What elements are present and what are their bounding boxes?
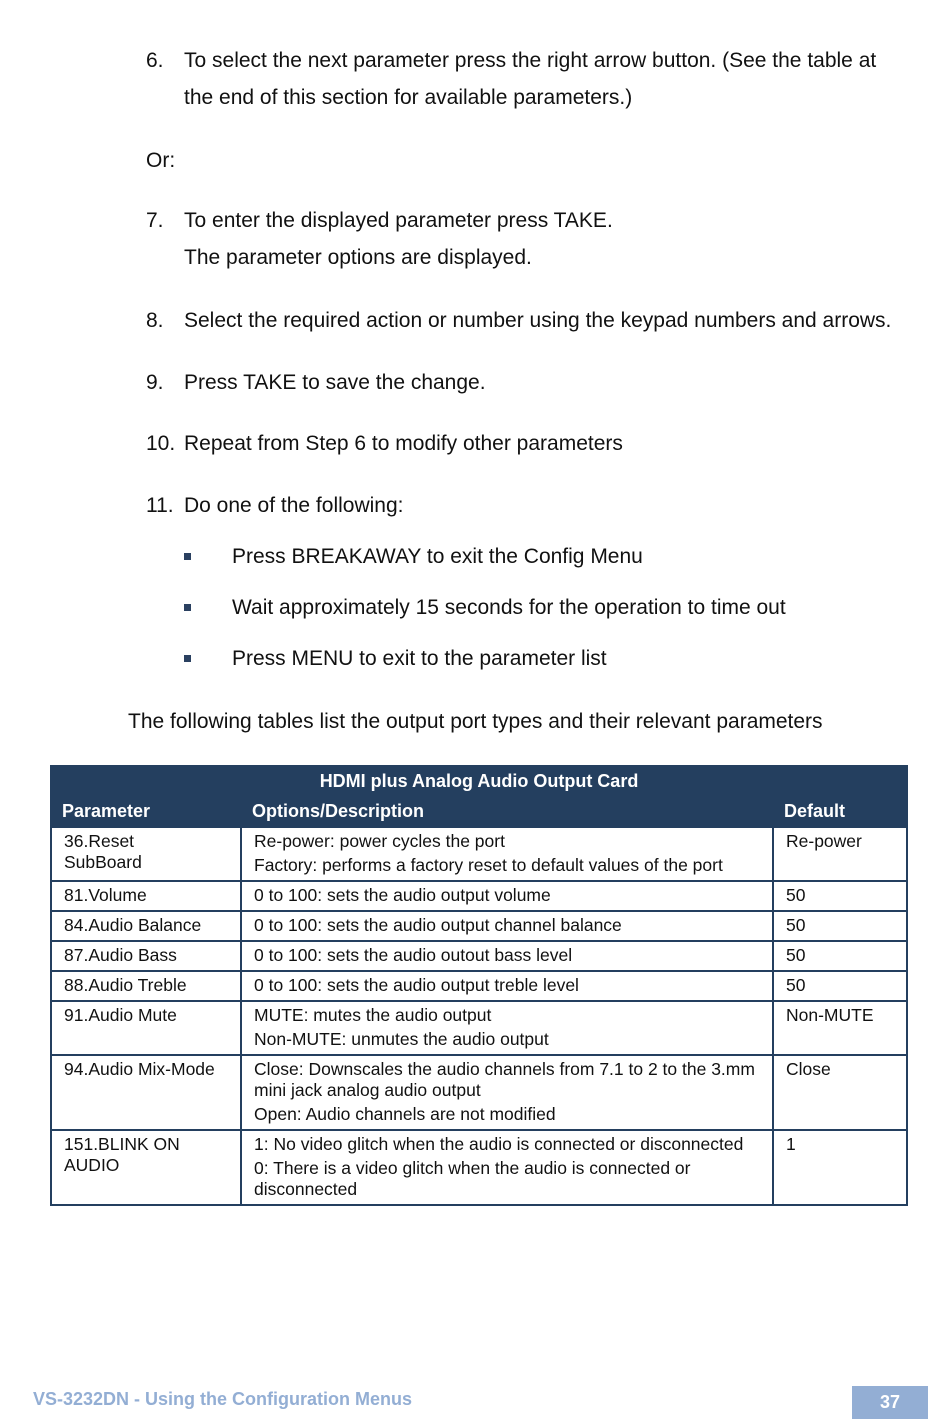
step-text: To select the next parameter press the right arrow button. (See the table at (184, 49, 877, 72)
default-cell: 1 (773, 1130, 907, 1205)
column-header-default: Default (773, 796, 907, 827)
step-text: Repeat from Step 6 to modify other parameters (184, 432, 623, 455)
table-row (51, 1001, 907, 1055)
table-title: HDMI plus Analog Audio Output Card (51, 766, 907, 796)
parameter-cell: 87.Audio Bass (51, 941, 241, 971)
square-bullet-icon (184, 655, 191, 662)
table-row (51, 1130, 907, 1205)
parameter-cell: 88.Audio Treble (51, 971, 241, 1001)
step-11 (146, 487, 926, 524)
step-number: 11. (146, 494, 174, 517)
step-6 (146, 42, 926, 116)
page-number: 37 (852, 1386, 928, 1419)
options-cell: 0 to 100: sets the audio output channel balance (241, 911, 773, 941)
step-10 (146, 425, 926, 462)
parameter-cell: 84.Audio Balance (51, 911, 241, 941)
default-cell: Close (773, 1055, 907, 1130)
table-row (51, 1055, 907, 1130)
default-cell: 50 (773, 911, 907, 941)
step-8 (146, 302, 926, 339)
parameter-cell: 36.Reset SubBoard (51, 827, 241, 881)
default-cell: 50 (773, 941, 907, 971)
column-header-parameter: Parameter (51, 796, 241, 827)
default-cell: Non-MUTE (773, 1001, 907, 1055)
step-text: Select the required action or number using the keypad numbers and arrows. (184, 309, 892, 332)
default-cell: Re-power (773, 827, 907, 881)
step-text: Press TAKE to save the change. (184, 371, 486, 394)
step-number: 7. (146, 209, 164, 232)
table-row (51, 911, 907, 941)
step-7 (146, 202, 926, 276)
footer-title: VS-3232DN - Using the Configuration Menus (33, 1389, 413, 1409)
intro-text: The following tables list the output port types and their relevant parameters (128, 710, 823, 733)
bullet-text: Wait approximately 15 seconds for the operation to time out (232, 596, 786, 619)
step-text: The parameter options are displayed. (184, 246, 532, 269)
options-cell: Re-power: power cycles the port Factory: performs a factory reset to default values of the port (241, 827, 773, 881)
options-cell: 0 to 100: sets the audio output treble level (241, 971, 773, 1001)
default-cell: 50 (773, 971, 907, 1001)
bullet-item (184, 542, 643, 572)
options-cell: Close: Downscales the audio channels from 7.1 to 2 to the 3.mm mini jack analog audio output Open: Audio channels are not modified (241, 1055, 773, 1130)
options-cell: MUTE: mutes the audio output Non-MUTE: unmutes the audio output (241, 1001, 773, 1055)
bullet-text: Press BREAKAWAY to exit the Config Menu (232, 545, 643, 568)
options-cell: 1: No video glitch when the audio is connected or disconnected 0: There is a video glitch when the audio is connected or disconnected (241, 1130, 773, 1205)
default-cell: 50 (773, 881, 907, 911)
step-text: To enter the displayed parameter press TAKE. (184, 209, 613, 232)
table-row (51, 941, 907, 971)
table-row (51, 881, 907, 911)
bullet-item (184, 593, 786, 623)
parameter-cell: 91.Audio Mute (51, 1001, 241, 1055)
output-card-table (50, 765, 908, 1206)
bullet-item (184, 644, 607, 674)
step-9 (146, 364, 926, 401)
square-bullet-icon (184, 604, 191, 611)
parameter-cell: 94.Audio Mix-Mode (51, 1055, 241, 1130)
square-bullet-icon (184, 553, 191, 560)
table-row (51, 827, 907, 881)
table-row (51, 971, 907, 1001)
step-number: 10. (146, 432, 176, 455)
or-label: Or: (146, 149, 176, 172)
step-number: 6. (146, 49, 164, 72)
options-cell: 0 to 100: sets the audio output volume (241, 881, 773, 911)
parameter-cell: 81.Volume (51, 881, 241, 911)
options-cell: 0 to 100: sets the audio outout bass level (241, 941, 773, 971)
step-text: the end of this section for available parameters.) (184, 86, 633, 109)
parameter-cell: 151.BLINK ON AUDIO (51, 1130, 241, 1205)
step-number: 9. (146, 371, 164, 394)
step-number: 8. (146, 309, 164, 332)
step-text: Do one of the following: (184, 494, 404, 517)
bullet-text: Press MENU to exit to the parameter list (232, 647, 607, 670)
column-header-options: Options/Description (241, 796, 773, 827)
